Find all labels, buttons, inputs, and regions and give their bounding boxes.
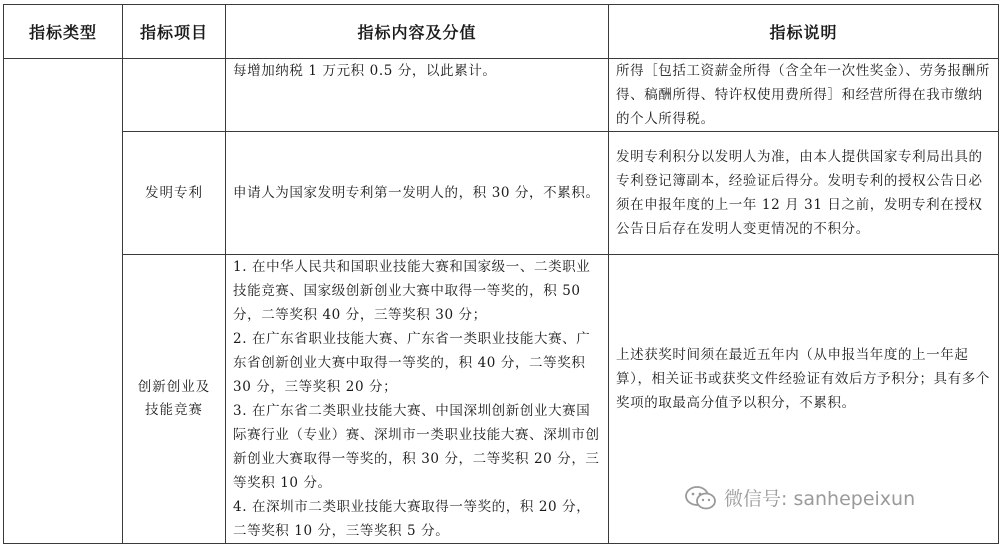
header-item: 指标项目	[123, 5, 226, 59]
table-header-row	[4, 5, 999, 59]
header-content: 指标内容及分值	[226, 5, 609, 59]
desc-text: 上述获奖时间须在最近五年内（从申报当年度的上一年起算），相关证书或获奖文件经验证有效后方予积分；具有多个奖项的取最高分值予以积分，不累积。	[616, 347, 990, 411]
item-cell	[123, 59, 226, 132]
item-line: 技能竞赛	[145, 402, 203, 418]
content-text: 4. 在深圳市二类职业技能大赛取得一等奖的，积 20 分，二等奖积 10 分，三等奖积 5 分。	[233, 499, 591, 539]
header-desc: 指标说明	[609, 5, 999, 59]
table-row	[4, 59, 999, 132]
content-text: 每增加纳税 1 万元积 0.5 分，以此累计。	[233, 63, 497, 79]
content-text: 3. 在广东省二类职业技能大赛、中国深圳创新创业大赛国际赛行业（专业）赛、深圳市一类职业技能大赛、深圳市创新创业大赛取得一等奖的，积 30 分，二等奖积 20 分，三等奖积 10 分。	[233, 403, 600, 491]
watermark-text: 微信号: sanhepeixun	[724, 488, 916, 510]
item-cell: 发明专利	[123, 132, 226, 255]
content-text: 2. 在广东省职业技能大赛、广东省一类职业技能大赛、广东省创新创业大赛中取得一等奖的，积 40 分，二等奖积 30 分，三等奖积 20 分；	[233, 331, 591, 395]
watermark	[684, 484, 915, 511]
content-cell	[226, 59, 609, 132]
item-line: 创新创业及	[137, 379, 211, 395]
content-text: 1. 在中华人民共和国职业技能大赛和国家级一、二类职业技能竞赛、国家级创新创业大赛中取得一等奖的，积 50 分，二等奖积 40 分，三等奖积 30 分；	[233, 259, 591, 323]
desc-cell: 所得［包括工资薪金所得（含全年一次性奖金）、劳务报酬所得、稿酬所得、特许权使用费所得］和经营所得在我市缴纳的个人所得税。	[609, 59, 999, 132]
content-cell	[226, 255, 609, 544]
wechat-icon	[684, 485, 718, 511]
table-row	[4, 132, 999, 255]
type-cell	[4, 59, 123, 544]
item-cell	[123, 255, 226, 544]
indicator-table	[3, 4, 999, 544]
content-cell	[226, 132, 609, 255]
desc-cell: 发明专利积分以发明人为准，由本人提供国家专利局出具的专利登记簿副本，经验证后得分。发明专利的授权公告日必须在申报年度的上一年 12 月 31 日之前，发明专利在授权公告日后存在发明人变更情况的不积分。	[609, 132, 999, 255]
content-text: 申请人为国家发明专利第一发明人的，积 30 分，不累积。	[233, 185, 600, 201]
header-type: 指标类型	[4, 5, 123, 59]
